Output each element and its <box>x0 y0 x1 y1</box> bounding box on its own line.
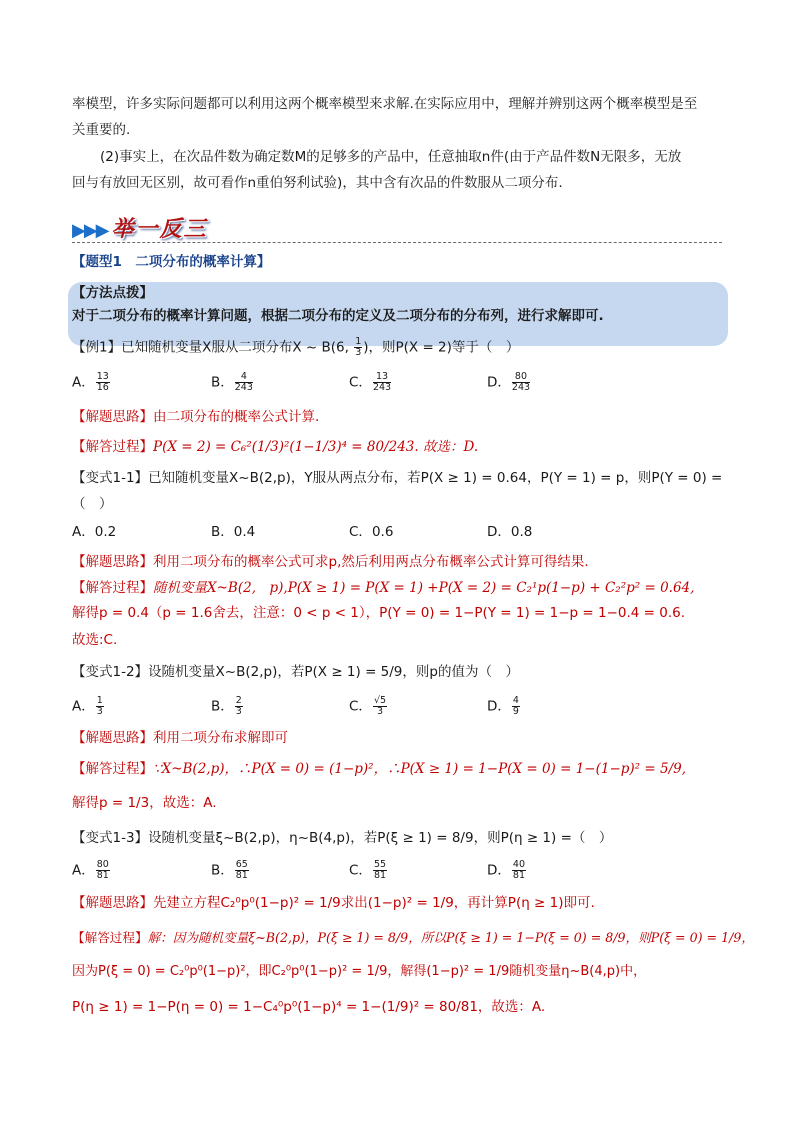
frac-num: 65 <box>235 859 248 870</box>
choice-a[interactable] <box>72 522 116 542</box>
example-1-tag: 【例1】 <box>72 339 122 356</box>
variant-1-3-process-1 <box>72 928 754 948</box>
choice-fraction <box>96 372 110 393</box>
variant-1-1-process-3: 故选:C. <box>72 632 118 648</box>
choice-label: C． <box>349 524 372 540</box>
frac-num: 13 <box>96 371 109 382</box>
choice-fraction <box>96 696 104 717</box>
idea-tag: 【解题思路】 <box>72 409 153 425</box>
choice-fraction <box>512 696 520 717</box>
choice-label: B． <box>211 524 234 540</box>
choice-label: A． <box>72 862 95 879</box>
choice-a[interactable] <box>72 372 111 393</box>
choice-fraction <box>235 696 243 717</box>
frac-num: √5 <box>373 695 387 706</box>
example-1-stem <box>72 337 519 358</box>
frac-den: 3 <box>96 706 103 717</box>
choice-value: 0.4 <box>233 524 256 540</box>
variant-1-3-process-2: 因为P(ξ = 0) = C₂⁰p⁰(1−p)²，即C₂⁰p⁰(1−p)² = 1/9，解得(1−p)² = 1/9随机变量η~B(4,p)中， <box>72 964 647 979</box>
frac-den: 3 <box>235 706 242 717</box>
variant-1-3-stem <box>72 828 612 848</box>
choice-value: 0.6 <box>371 524 394 540</box>
choice-label: D． <box>487 524 511 540</box>
intro-line-2: 关重要的. <box>72 122 131 138</box>
choice-d[interactable] <box>487 860 527 881</box>
variant-stem-text: 已知随机变量X~B(2,p)，Y服从两点分布，若P(X ≥ 1) = 0.64，P(Y = 1) = p，则P(Y = 0) = <box>148 470 723 486</box>
section-banner <box>72 212 242 242</box>
choice-b[interactable] <box>211 696 244 717</box>
variant-1-3-process-3: P(η ≥ 1) = 1−P(η = 0) = 1−C₄⁰p⁰(1−p)⁴ = 1−(1/9)² = 80/81，故选：A. <box>72 999 546 1015</box>
choice-fraction <box>512 860 526 881</box>
frac-num: 4 <box>235 372 253 383</box>
frac-den: 81 <box>96 870 109 881</box>
idea-tag: 【解题思路】 <box>72 554 153 570</box>
variant-1-1-stem <box>72 468 722 488</box>
variant-tag: 【变式1-2】 <box>72 664 149 680</box>
choice-label: B． <box>211 862 234 879</box>
idea-text: 先建立方程C₂⁰p⁰(1−p)² = 1/9求出(1−p)² = 1/9，再计算P(η ≥ 1)即可. <box>153 895 595 911</box>
variant-1-1-stem-2: （ ） <box>72 496 113 512</box>
variant-1-3-idea <box>72 893 595 913</box>
example-1-p-fraction <box>354 337 362 358</box>
choice-label: A． <box>72 524 95 540</box>
idea-text: 利用二项分布求解即可 <box>153 730 288 746</box>
intro-line-1: 率模型，许多实际问题都可以利用这两个概率模型来求解.在实际应用中，理解并辨别这两个概率模型是至 <box>72 96 698 112</box>
frac-num: 1 <box>96 695 103 706</box>
idea-text: 利用二项分布的概率公式可求p,然后利用两点分布概率公式计算可得结果. <box>153 554 589 570</box>
variant-1-2-process-1 <box>72 759 686 779</box>
frac-den: 81 <box>512 870 525 881</box>
process-text: 随机变量X~B(2, p),P(X ≥ 1) = P(X = 1) +P(X = 2) = C₂¹p(1−p) + C₂²p² = 0.64, <box>153 580 695 596</box>
frac-den: 16 <box>96 382 109 393</box>
choice-label: A． <box>72 374 95 391</box>
idea-text: 由二项分布的概率公式计算. <box>153 409 320 425</box>
choice-label: B． <box>211 698 234 715</box>
choice-a[interactable] <box>72 860 111 881</box>
frac-num: 2 <box>235 695 242 706</box>
variant-tag: 【变式1-1】 <box>72 470 149 486</box>
choice-label: D． <box>487 374 511 391</box>
choice-label: D． <box>487 862 511 879</box>
example-1-process <box>72 437 478 457</box>
choice-b[interactable] <box>211 522 255 542</box>
variant-stem-text: 设随机变量X~B(2,p)，若P(X ≥ 1) = 5/9，则p的值为（ ） <box>148 664 519 680</box>
choice-b[interactable] <box>211 372 254 393</box>
variant-1-1-idea <box>72 552 589 572</box>
frac-den: 243 <box>511 382 531 393</box>
method-label: 【方法点拨】 <box>72 285 153 301</box>
example-1-idea <box>72 407 319 427</box>
frac-den: 243 <box>372 382 392 393</box>
choice-fraction <box>373 372 391 393</box>
choice-d[interactable] <box>487 372 531 393</box>
triple-arrow-icon: ▶▶▶ <box>72 220 108 241</box>
intro-line-3: (2)事实上，在次品件数为确定数M的足够多的产品中，任意抽取n件(由于产品件数N无限多，无放 <box>100 149 682 165</box>
process-tag: 【解答过程】 <box>72 580 153 596</box>
process-text: ∵X~B(2,p)，∴P(X = 0) = (1−p)²，∴P(X ≥ 1) = 1−P(X = 0) = 1−(1−p)² = 5/9, <box>153 761 686 777</box>
frac-num: 1 <box>355 336 362 347</box>
choice-label: B． <box>211 374 234 391</box>
intro-line-4: 回与有放回无区别，故可看作n重伯努利试验)，其中含有次品的件数服从二项分布. <box>72 175 563 191</box>
choice-c[interactable] <box>349 860 388 881</box>
frac-den: 9 <box>512 706 519 717</box>
choice-value: 0.8 <box>510 524 533 540</box>
process-text: 解：因为随机变量ξ~B(2,p)，P(ξ ≥ 1) = 8/9，所以P(ξ ≥ 1) = 1−P(ξ = 0) = 8/9，则P(ξ = 0) = 1/9， <box>147 930 754 945</box>
banner-title: 举一反三 <box>111 216 208 242</box>
choice-fraction <box>235 372 253 393</box>
choice-fraction <box>373 696 387 717</box>
frac-num: 55 <box>373 859 387 870</box>
variant-1-2-process-2: 解得p = 1/3，故选：A. <box>72 795 217 811</box>
frac-num: 80 <box>96 859 109 870</box>
frac-den: 81 <box>373 870 387 881</box>
example-1-stem-b: )，则P(X = 2)等于（ ） <box>363 339 520 356</box>
frac-den: 243 <box>234 382 253 393</box>
choice-c[interactable] <box>349 372 392 393</box>
choice-c[interactable] <box>349 522 393 542</box>
process-tag: 【解答过程】 <box>72 930 148 945</box>
frac-num: 40 <box>512 859 525 870</box>
choice-label: D． <box>487 698 511 715</box>
choice-d[interactable] <box>487 696 521 717</box>
choice-a[interactable] <box>72 696 105 717</box>
choice-d[interactable] <box>487 522 532 542</box>
idea-tag: 【解题思路】 <box>72 730 153 746</box>
choice-fraction <box>235 860 249 881</box>
choice-label: C． <box>349 698 372 715</box>
choice-label: C． <box>349 374 372 391</box>
method-text: 对于二项分布的概率计算问题，根据二项分布的定义及二项分布的分布列，进行求解即可. <box>72 308 604 324</box>
choice-fraction <box>373 860 387 881</box>
choice-label: C． <box>349 862 372 879</box>
variant-stem-text: 设随机变量ξ~B(2,p)，η~B(4,p)，若P(ξ ≥ 1) = 8/9，则P(η ≥ 1) =（ ） <box>148 830 613 846</box>
frac-den: 81 <box>235 870 248 881</box>
frac-num: 13 <box>373 372 391 383</box>
choice-b[interactable] <box>211 860 250 881</box>
variant-1-2-idea <box>72 728 288 748</box>
choice-value: 0.2 <box>94 524 117 540</box>
variant-tag: 【变式1-3】 <box>72 830 149 846</box>
dashed-divider <box>72 242 722 243</box>
frac-num: 80 <box>512 372 530 383</box>
example-1-stem-a: 已知随机变量X服从二项分布X ~ B(6, <box>121 339 354 356</box>
frac-den: 3 <box>376 706 384 717</box>
variant-1-1-process-1 <box>72 578 694 598</box>
frac-num: 4 <box>512 695 519 706</box>
process-tag: 【解答过程】 <box>72 439 153 455</box>
choice-fraction <box>96 860 110 881</box>
idea-tag: 【解题思路】 <box>72 895 153 911</box>
choice-label: A． <box>72 698 95 715</box>
frac-den: 3 <box>355 347 362 358</box>
process-text: P(X = 2) = C₆²(1/3)²(1−1/3)⁴ = 80/243. 故选：D. <box>153 439 479 455</box>
variant-1-2-stem <box>72 662 519 682</box>
choice-c[interactable] <box>349 696 388 717</box>
section-title: 【题型1 二项分布的概率计算】 <box>72 254 271 270</box>
variant-1-1-process-2: 解得p = 0.4（p = 1.6舍去，注意：0 < p < 1），P(Y = 0) = 1−P(Y = 1) = 1−p = 1−0.4 = 0.6. <box>72 605 686 621</box>
process-tag: 【解答过程】 <box>72 761 153 777</box>
choice-fraction <box>512 372 530 393</box>
